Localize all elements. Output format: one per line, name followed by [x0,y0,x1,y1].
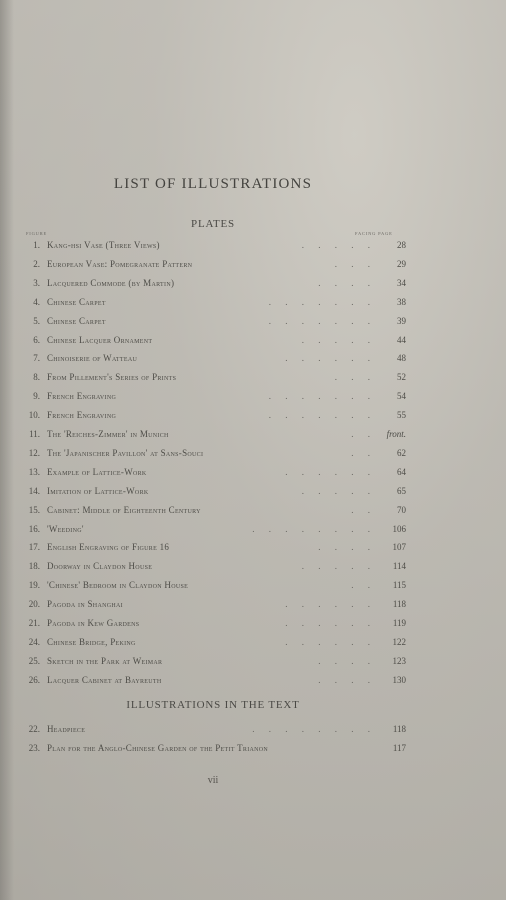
figure-title: From Pillement's Series of Prints [47,372,177,383]
figure-title: The 'Japanischer Pavillon' at Sans-Souci [47,447,204,458]
leader-dots: . . . [334,372,376,383]
figure-title: Doorway in Claydon House [47,561,153,572]
page-reference: 44 [397,334,406,345]
figure-title: French Engraving [47,410,117,421]
column-head-facing-page: FACING PAGE [355,231,393,236]
leader-dots: . . . [334,258,376,269]
figure-number: 18. [28,561,40,572]
leader-dots: . . . . . . . [268,296,376,307]
leader-dots: . . [351,447,376,458]
figure-title: Chinese Carpet [47,296,106,307]
figure-number: 7. [33,353,40,364]
list-item [26,653,406,669]
page-reference: 107 [392,542,406,553]
figure-title: Chinese Lacquer Ornament [47,334,153,345]
page-reference: 119 [392,618,406,628]
leader-dots: . . . . . . [285,636,376,647]
figure-title: Imitation of Lattice-Work [47,485,149,496]
figure-number: 19. [28,580,40,591]
figure-title: Lacquered Commode (by Martin) [47,277,175,288]
leader-dots: . . . . . . [285,618,376,628]
leader-dots: . . . . [318,542,376,553]
figure-title: European Vase: Pomegranate Pattern [47,258,193,269]
page-reference: 62 [397,447,406,458]
leader-dots: . . . . . [301,485,376,496]
page-reference: 64 [397,466,406,477]
figure-title: 'Chinese' Bedroom in Claydon House [47,580,189,591]
figure-number: 23. [28,742,40,753]
list-item [26,558,406,574]
figure-number: 5. [33,315,40,326]
figure-number: 17. [28,542,40,553]
list-item [26,445,406,461]
list-item [26,502,406,518]
figure-title: Chinoiserie of Watteau [47,353,138,364]
leader-dots: . . [351,580,376,591]
page-reference: 117 [392,742,406,753]
figure-number: 10. [28,410,40,421]
list-item [26,237,406,253]
list-item [26,672,406,688]
page-reference: 55 [397,410,406,421]
plates-heading: PLATES [191,218,235,230]
column-head-figure: FIGURE [26,231,48,236]
leader-dots: . . . . [318,674,376,685]
page-reference: 70 [397,504,406,515]
figure-title: French Engraving [47,391,117,402]
list-item [26,577,406,593]
page-reference: 118 [392,599,406,610]
figure-title: Headpiece [47,724,86,734]
figure-title: Pagoda in Shanghai [47,599,123,610]
figure-number: 15. [28,504,40,515]
leader-dots: . . . . . [301,561,376,572]
figure-number: 14. [28,485,40,496]
page-reference: 123 [392,655,406,666]
leader-dots: . . . . . . [285,353,376,364]
figure-number: 6. [33,334,40,345]
figure-number: 8. [33,372,40,383]
gutter-shadow [0,0,14,900]
page-reference: 52 [397,372,406,383]
figure-number: 25. [28,655,40,666]
figure-title: Chinese Carpet [47,315,106,326]
figure-title: Kang-hsi Vase (Three Views) [47,240,160,250]
list-item [26,388,406,404]
page-number: vii [207,775,219,786]
figure-title: English Engraving of Figure 16 [47,542,170,553]
list-item [26,464,406,480]
figure-title: Plan for the Anglo-Chinese Garden of the Petit Trianon [47,742,269,753]
page-reference: 118 [392,724,406,734]
figure-number: 20. [28,599,40,610]
list-item [26,740,406,756]
list-item [26,407,406,423]
leader-dots: . . . . . . . [268,410,376,421]
page-reference: 48 [397,353,406,364]
list-item [26,596,406,612]
figure-title: Chinese Bridge, Peking [47,636,136,647]
page-reference: 106 [392,523,406,534]
list-item [26,521,406,537]
page-reference: 29 [397,258,406,269]
figure-title: 'Weeding' [47,523,84,534]
page-reference: 39 [397,315,406,326]
list-item [26,721,406,737]
leader-dots: . . . . [318,655,376,666]
leader-dots: . . [351,504,376,515]
figure-number: 22. [28,724,40,734]
figure-title: Example of Lattice-Work [47,466,147,477]
leader-dots: . . . . . [301,240,376,250]
leader-dots: . . . . . [301,334,376,345]
list-item [26,369,406,385]
leader-dots: . . . . . . . . [252,724,376,734]
list-item [26,294,406,310]
page-reference: front. [386,429,406,439]
figure-number: 1. [33,240,40,250]
page-reference: 28 [397,240,406,250]
list-item [26,275,406,291]
list-item [26,634,406,650]
page-reference: 122 [392,636,406,647]
page-reference: 38 [397,296,406,307]
figure-number: 21. [28,618,40,628]
figure-title: Cabinet: Middle of Eighteenth Century [47,504,201,515]
page-reference: 65 [397,485,406,496]
leader-dots: . . . . . . . [268,391,376,402]
page-reference: 130 [392,674,406,685]
text-illustrations-heading: ILLUSTRATIONS IN THE TEXT [126,699,300,711]
figure-number: 4. [33,296,40,307]
figure-title: The 'Reiches-Zimmer' in Munich [47,429,169,439]
list-item [26,426,406,442]
list-item [26,350,406,366]
leader-dots: . . . . [318,277,376,288]
figure-number: 13. [28,466,40,477]
figure-title: Lacquer Cabinet at Bayreuth [47,674,162,685]
figure-number: 9. [33,391,40,402]
leader-dots: . . . . . . [285,466,376,477]
page-reference: 34 [397,277,406,288]
figure-number: 2. [33,258,40,269]
page-reference: 114 [392,561,406,572]
list-item [26,483,406,499]
page-reference: 115 [392,580,406,591]
leader-dots: . . . . . . . . [252,523,376,534]
figure-title: Sketch in the Park at Weimar [47,655,163,666]
page-reference: 54 [397,391,406,402]
figure-number: 11. [29,429,40,439]
list-item [26,313,406,329]
list-item [26,615,406,631]
figure-number: 3. [33,277,40,288]
figure-number: 26. [28,674,40,685]
figure-number: 16. [28,523,40,534]
figure-number: 24. [28,636,40,647]
leader-dots: . . . . . . [285,599,376,610]
page-title: LIST OF ILLUSTRATIONS [113,176,313,192]
list-item [26,332,406,348]
figure-title: Pagoda in Kew Gardens [47,618,140,628]
leader-dots: . . [351,429,376,439]
list-item [26,539,406,555]
figure-number: 12. [28,447,40,458]
list-item [26,256,406,272]
leader-dots: . . . . . . . [268,315,376,326]
